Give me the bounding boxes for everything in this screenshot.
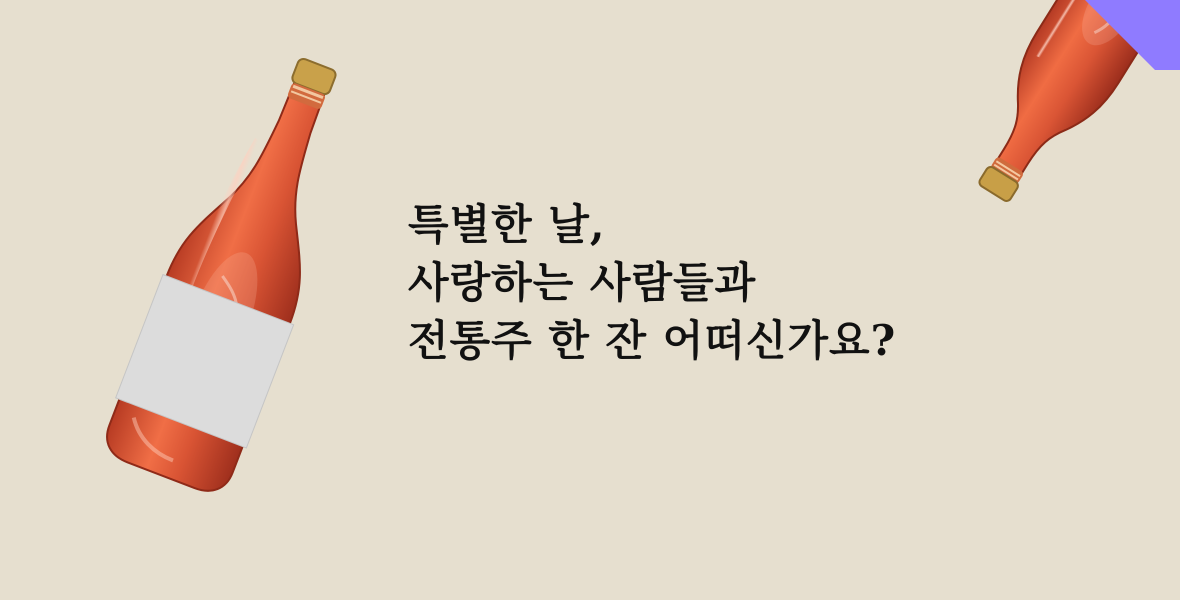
- left-bottle-image: [105, 32, 375, 512]
- headline-line-3: 전통주 한 잔 어떠신가요?: [408, 316, 897, 365]
- headline: [408, 196, 896, 370]
- headline-line-1: 특별한 날,: [408, 200, 606, 249]
- corner-accent: [1085, 0, 1180, 70]
- headline-line-2: 사랑하는 사람들과: [408, 258, 757, 307]
